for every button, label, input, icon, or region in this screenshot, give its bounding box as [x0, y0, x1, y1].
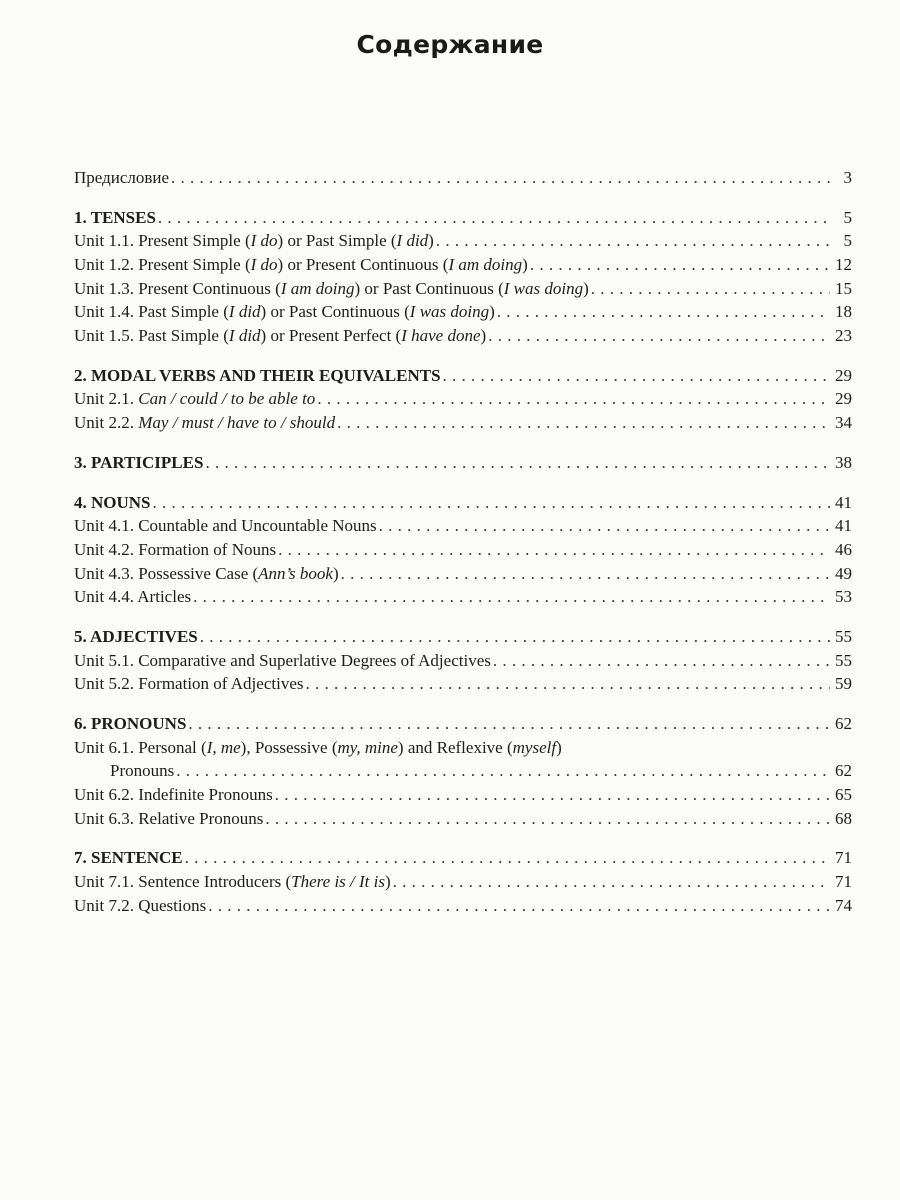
dot-leader — [174, 759, 830, 783]
toc-group-sentence — [74, 847, 852, 918]
toc-section-pronouns[interactable] — [74, 712, 852, 736]
toc-entry-label: Unit 4.4. Articles — [74, 587, 192, 607]
dot-leader — [491, 649, 830, 673]
table-of-contents — [74, 166, 852, 934]
toc-group-preface — [74, 166, 852, 190]
toc-entry-unit-6-2[interactable] — [74, 783, 852, 807]
toc-entry-unit-4-2[interactable] — [74, 538, 852, 562]
toc-page-number: 55 — [835, 626, 852, 646]
toc-group-pronouns — [74, 712, 852, 830]
toc-entry-label: Unit 1.2. Present Simple (I do) or Present Continuous (I am doing) — [74, 255, 528, 275]
toc-entry-unit-7-2[interactable] — [74, 894, 852, 918]
dot-leader — [315, 387, 830, 411]
toc-page-number: 5 — [843, 231, 852, 251]
toc-page-number: 12 — [835, 255, 852, 275]
toc-entry-label: Unit 1.3. Present Continuous (I am doing) or Past Continuous (I was doing) — [74, 278, 589, 298]
toc-section-label: 2. MODAL VERBS AND THEIR EQUIVALENTS — [74, 365, 441, 385]
toc-entry-label: Unit 6.3. Relative Pronouns — [74, 808, 264, 828]
toc-section-label: 5. ADJECTIVES — [74, 626, 198, 646]
toc-entry-text: ) — [556, 737, 562, 757]
toc-section-modal-verbs[interactable] — [74, 364, 852, 388]
toc-group-modal-verbs — [74, 364, 852, 435]
toc-entry-unit-4-3[interactable] — [74, 562, 852, 586]
toc-page-number: 55 — [835, 650, 852, 670]
dot-leader — [589, 277, 830, 301]
toc-page-number: 65 — [835, 785, 852, 805]
toc-entry-unit-7-1[interactable] — [74, 870, 852, 894]
toc-page-number: 71 — [835, 872, 852, 892]
toc-entry-text: ) and Reflexive ( — [397, 737, 513, 757]
toc-entry-unit-5-2[interactable] — [74, 672, 852, 696]
toc-page-number: 62 — [835, 714, 852, 734]
dot-leader — [391, 870, 830, 894]
toc-entry-label: Pronouns — [110, 761, 175, 781]
toc-entry-text: ), Possessive ( — [240, 737, 338, 757]
toc-entry-label: Unit 4.2. Formation of Nouns — [74, 539, 277, 559]
toc-entry-unit-1-3[interactable] — [74, 277, 852, 301]
toc-page-number: 41 — [835, 516, 852, 536]
toc-section-label: 4. NOUNS — [74, 492, 151, 512]
toc-section-label: 6. PRONOUNS — [74, 714, 187, 734]
dot-leader — [495, 300, 830, 324]
toc-entry-unit-2-2[interactable] — [74, 411, 852, 435]
toc-page-number: 49 — [835, 563, 852, 583]
toc-entry-label: Unit 4.3. Possessive Case (Ann’s book) — [74, 563, 339, 583]
dot-leader — [263, 807, 830, 831]
toc-entry-label: Unit 6.2. Indefinite Pronouns — [74, 785, 273, 805]
toc-page-number: 62 — [835, 761, 852, 781]
dot-leader — [186, 712, 830, 736]
dot-leader — [335, 411, 830, 435]
toc-entry-label: Unit 1.4. Past Simple (I did) or Past Continuous (I was doing) — [74, 302, 495, 322]
toc-section-tenses[interactable] — [74, 206, 852, 230]
dot-leader — [276, 538, 830, 562]
toc-section-label: 3. PARTICIPLES — [74, 452, 204, 472]
dot-leader — [303, 672, 830, 696]
toc-entry-example: myself — [512, 737, 557, 757]
toc-entry-unit-2-1[interactable] — [74, 388, 852, 412]
toc-page-number: 34 — [835, 413, 852, 433]
dot-leader — [273, 783, 830, 807]
toc-entry-unit-6-1-line1[interactable] — [74, 736, 852, 760]
toc-entry-label: Unit 1.5. Past Simple (I did) or Present Perfect (I have done) — [74, 326, 487, 346]
toc-page-number: 41 — [835, 492, 852, 512]
toc-page-number: 71 — [835, 848, 852, 868]
toc-entry-label: Unit 5.1. Comparative and Superlative Degrees of Adjectives — [74, 650, 491, 670]
toc-page-number: 68 — [835, 808, 852, 828]
page-title: Содержание — [356, 30, 544, 59]
toc-group-nouns — [74, 491, 852, 609]
toc-section-label: 7. SENTENCE — [74, 848, 183, 868]
toc-page-number: 3 — [843, 167, 852, 187]
dot-leader — [377, 514, 830, 538]
dot-leader — [434, 229, 830, 253]
toc-group-participles — [74, 451, 852, 475]
toc-entry-example: my, mine — [337, 737, 398, 757]
toc-entry-unit-4-4[interactable] — [74, 585, 852, 609]
toc-section-participles[interactable] — [74, 451, 852, 475]
toc-page-number: 53 — [835, 587, 852, 607]
dot-leader — [206, 894, 830, 918]
toc-entry-unit-1-1[interactable] — [74, 229, 852, 253]
toc-section-nouns[interactable] — [74, 491, 852, 515]
dot-leader — [183, 846, 830, 870]
toc-page-number: 29 — [835, 365, 852, 385]
toc-entry-label: Unit 2.1. Can / could / to be able to — [74, 389, 316, 409]
toc-entry-unit-1-2[interactable] — [74, 253, 852, 277]
toc-page-number: 38 — [835, 452, 852, 472]
dot-leader — [528, 253, 830, 277]
dot-leader — [441, 364, 830, 388]
toc-entry-label: Unit 7.1. Sentence Introducers (There is / It is) — [74, 872, 391, 892]
toc-entry-unit-6-3[interactable] — [74, 807, 852, 831]
toc-entry-unit-4-1[interactable] — [74, 514, 852, 538]
dot-leader — [156, 206, 830, 230]
toc-page-number: 74 — [835, 895, 852, 915]
toc-section-label: 1. TENSES — [74, 207, 156, 227]
toc-section-adjectives[interactable] — [74, 625, 852, 649]
dot-leader — [203, 451, 830, 475]
toc-entry-example: I, me — [206, 737, 241, 757]
toc-entry-label: Unit 5.2. Formation of Adjectives — [74, 674, 304, 694]
toc-entry-text: Unit 6.1. Personal ( — [74, 737, 207, 757]
dot-leader — [151, 491, 830, 515]
toc-entry-label: Предисловие — [74, 167, 170, 187]
toc-entry-unit-5-1[interactable] — [74, 649, 852, 673]
toc-entry-label: Unit 4.1. Countable and Uncountable Nouns — [74, 516, 377, 536]
toc-section-sentence[interactable] — [74, 847, 852, 871]
toc-entry-unit-6-1-line2[interactable] — [74, 759, 852, 783]
dot-leader — [339, 562, 830, 586]
dot-leader — [191, 585, 830, 609]
toc-group-adjectives — [74, 625, 852, 696]
toc-page-number: 5 — [843, 207, 852, 227]
toc-entry-unit-1-5[interactable] — [74, 324, 852, 348]
dot-leader — [198, 625, 830, 649]
toc-page-number: 18 — [835, 302, 852, 322]
toc-page-number: 29 — [835, 389, 852, 409]
dot-leader — [486, 324, 830, 348]
toc-entry-label: Unit 1.1. Present Simple (I do) or Past Simple (I did) — [74, 231, 434, 251]
toc-entry-label: Unit 7.2. Questions — [74, 895, 207, 915]
toc-entry-unit-1-4[interactable] — [74, 300, 852, 324]
toc-page-number: 23 — [835, 326, 852, 346]
toc-entry-label: Unit 2.2. May / must / have to / should — [74, 413, 336, 433]
toc-entry-preface[interactable] — [74, 166, 852, 190]
toc-page-number: 15 — [835, 278, 852, 298]
toc-page-number: 46 — [835, 539, 852, 559]
toc-page-number: 59 — [835, 674, 852, 694]
toc-group-tenses — [74, 206, 852, 348]
dot-leader — [169, 166, 830, 190]
